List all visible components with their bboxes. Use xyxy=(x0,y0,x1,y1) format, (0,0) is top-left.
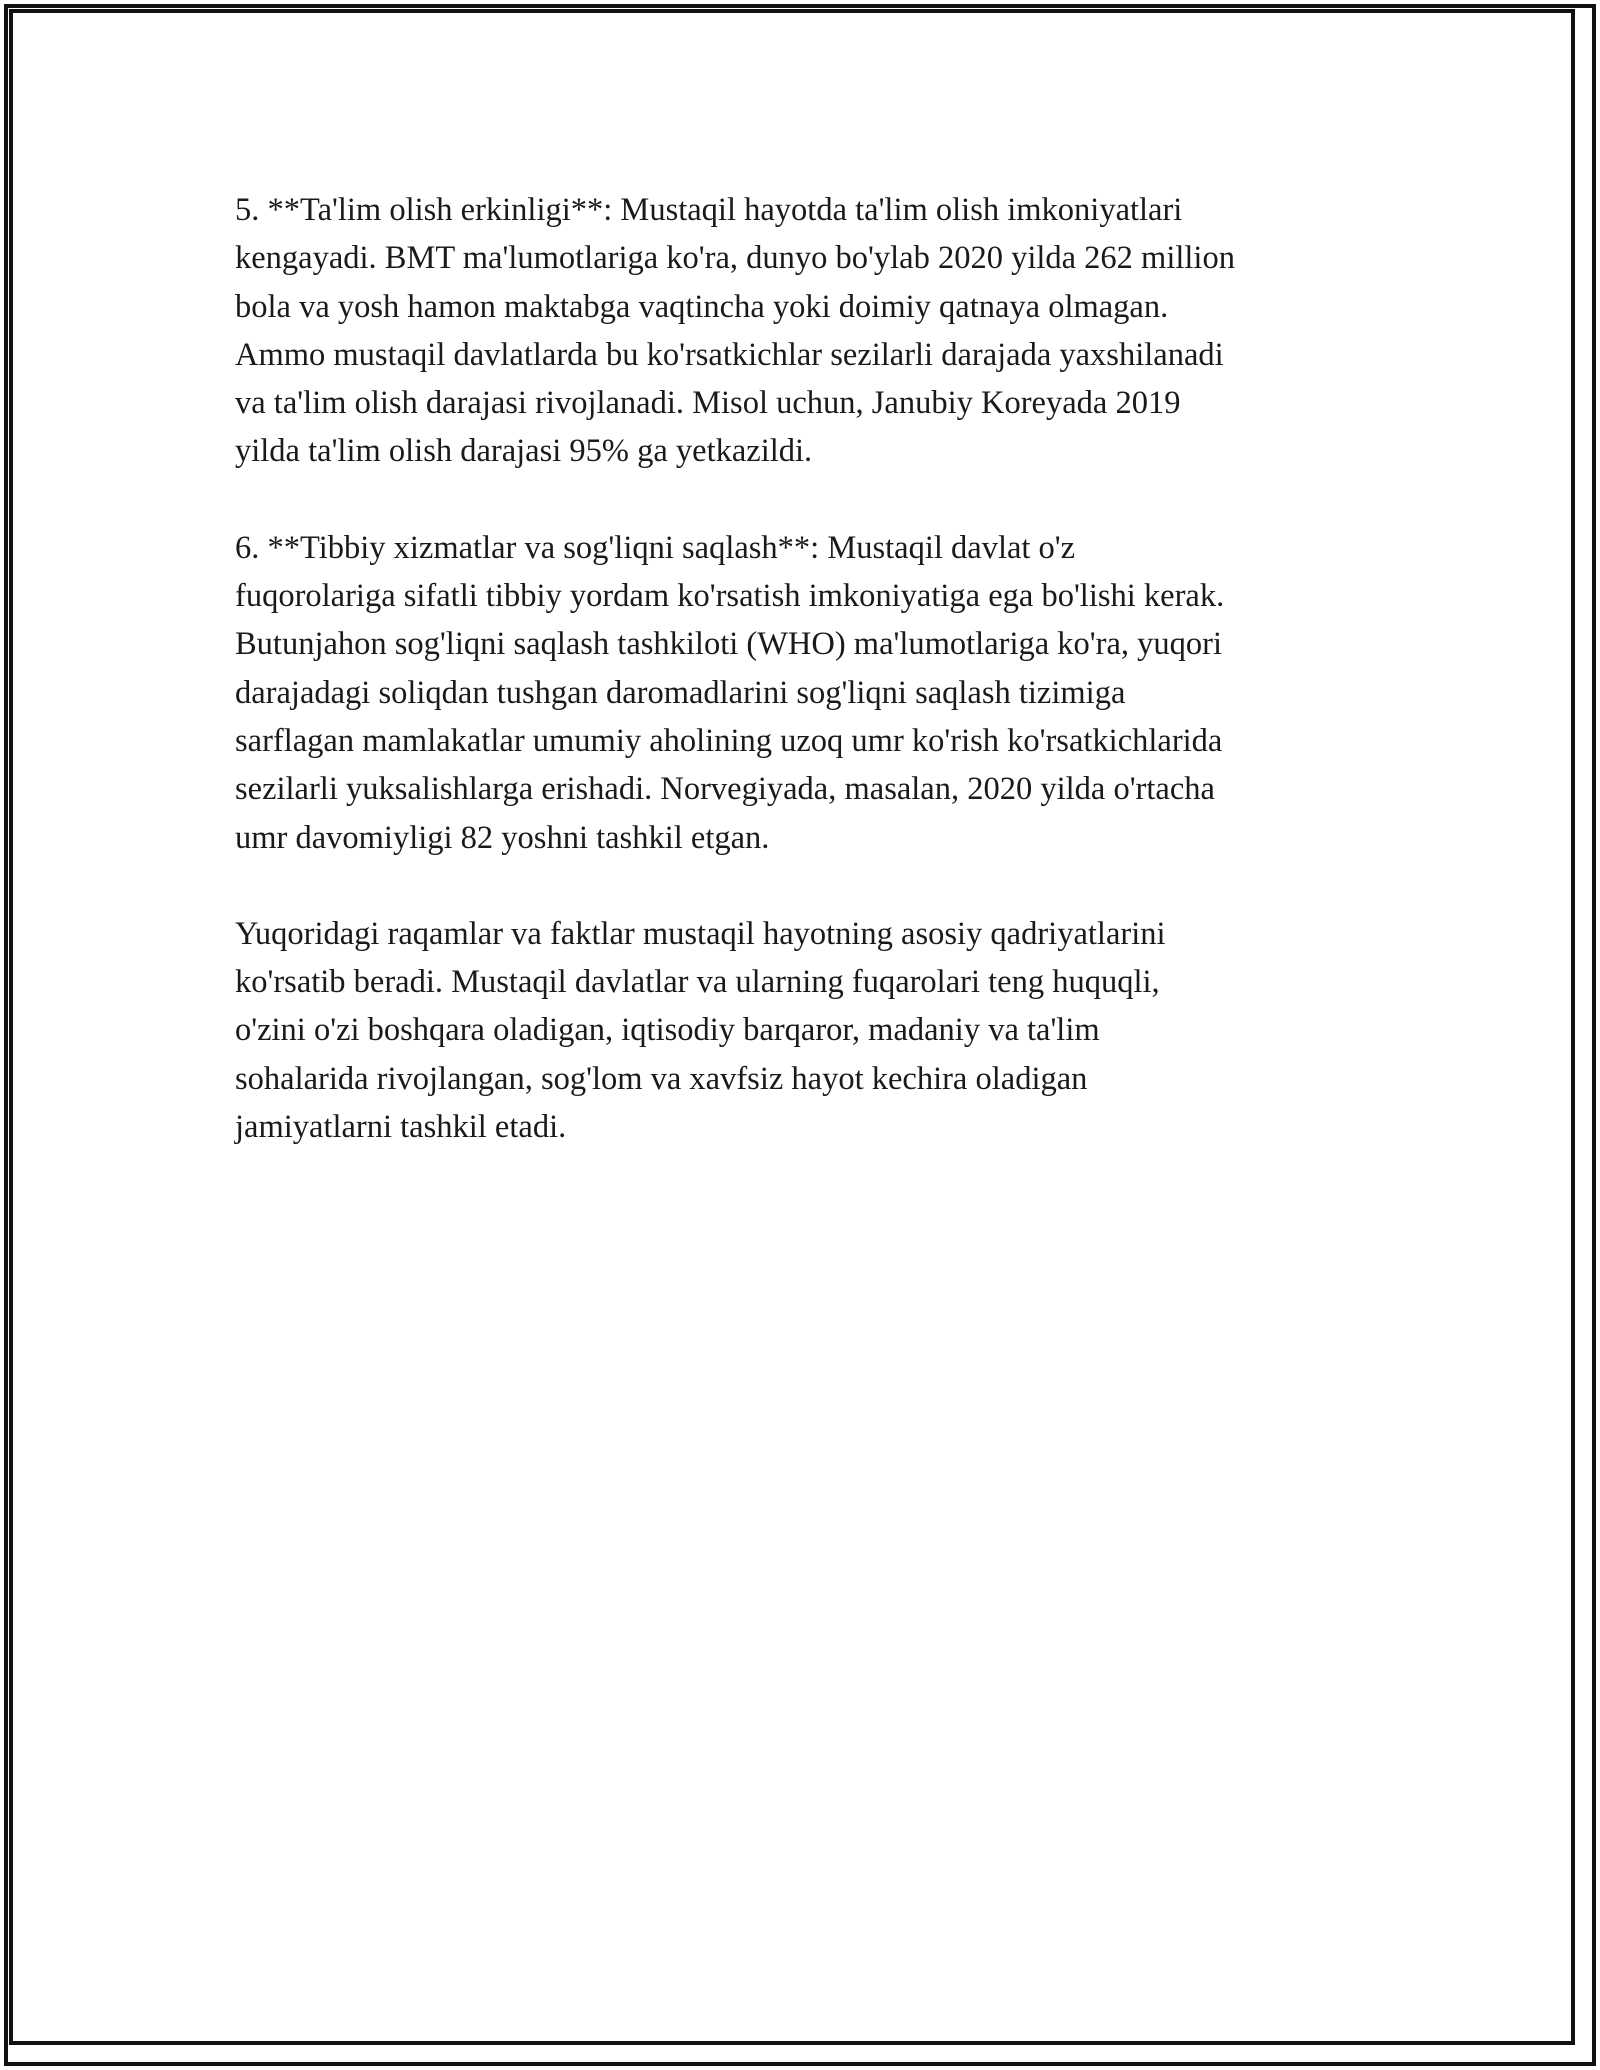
paragraph-education-freedom: 5. **Ta'lim olish erkinligi**: Mustaqil hayotda ta'lim olish imkoniyatlari kengayadi. BMT ma'lumotlariga ko'ra, dunyo bo'ylab 2020 yilda 262 million bola va yosh hamon maktabga vaqtincha yoki doimiy qatnaya olmagan. Ammo mustaqil davlatlarda bu ko'rsatkichlar sezilarli darajada yaxshilanadi va ta'lim olish darajasi rivojlanadi. Misol uchun, Janubiy Koreyada 2019 yilda ta'lim olish darajasi 95% ga yetkazildi. xyxy=(235,192,1235,470)
paragraph-health-services: 6. **Tibbiy xizmatlar va sog'liqni saqlash**: Mustaqil davlat o'z fuqorolariga sifatli tibbiy yordam ko'rsatish imkoniyatiga ega bo'lishi kerak. Butunjahon sog'liqni saqlash tashkiloti (WHO) ma'lumotlariga ko'ra, yuqori darajadagi soliqdan tushgan daromadlarini sog'liqni saqlash tizimiga sarflagan mamlakatlar umumiy aholining uzoq umr ko'rish ko'rsatkichlarida sezilarli yuksalishlarga erishadi. Norvegiyada, masalan, 2020 yilda o'rtacha umr davomiyligi 82 yoshni tashkil etgan. xyxy=(235,529,1225,856)
paragraph-conclusion: Yuqoridagi raqamlar va faktlar mustaqil hayotning asosiy qadriyatlarini ko'rsatib beradi. Mustaqil davlatlar va ularning fuqarolari teng huquqli, o'zini o'zi boshqara oladigan, iqtisodiy barqaror, madaniy va ta'lim sohalarida rivojlangan, sog'lom va xavfsiz hayot kechira oladigan jamiyatlarni tashkil etadi. xyxy=(235,915,1166,1146)
document-body xyxy=(235,186,1375,1199)
